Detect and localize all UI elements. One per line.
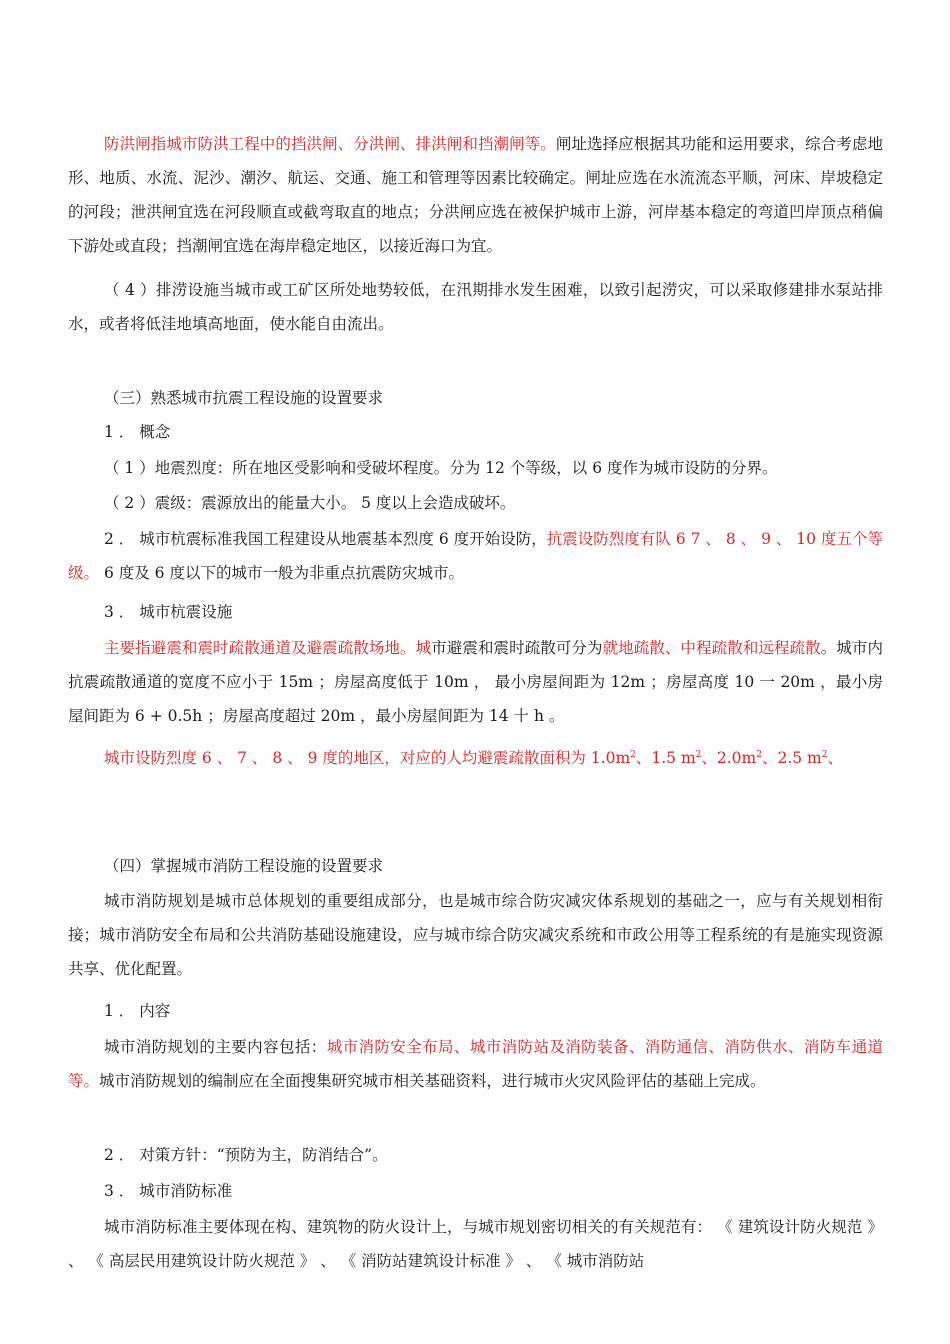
body-text: 2 ． 城市杭震标准我国工程建设从地震基本烈度 6 度开始设防， — [104, 530, 547, 548]
item-concept: 1 ． 概念 — [104, 423, 171, 441]
paragraph-fire-content — [68, 1030, 883, 1098]
item-magnitude: （ 2 ）震级：震源放出的能量大小。 5 度以上会造成破坏。 — [104, 494, 516, 512]
highlight-text: 城 — [415, 639, 432, 657]
paragraph-evacuation-area: 城市设防烈度 6 、 7 、 8 、 9 度的地区，对应的人均避震疏散面积为 $1.0m^2$、1.5 $m^2$、$2.0m^2$、2.5 $m^2$、 — [104, 749, 844, 767]
paragraph-drainage: （ 4 ）排涝设施当城市或工矿区所处地势较低，在汛期排水发生困难，以致引起涝灾，可以采取修建排水泵站排水，或者将低洼地填高地面，使水能自由流出。 — [68, 281, 883, 333]
body-text: 城市消防规划的编制应在全面搜集研究城市相关基础资料，进行城市火灾风险评估的基础上完成。 — [99, 1072, 766, 1090]
highlight-text: 主要指避震和震时疏散通道及避震疏散场地。 — [104, 639, 416, 657]
body-text: 市避震和震时疏散可分为 — [431, 639, 603, 657]
item-policy: 2 ． 对策方针：“预防为主，防消结合”。 — [104, 1146, 388, 1164]
item-seismic-facilities: 3 ． 城市杭震设施 — [104, 603, 233, 621]
body-text: 城市消防规划的主要内容包括： — [104, 1038, 327, 1056]
section-title-seismic: （三）熟悉城市抗震工程设施的设置要求 — [104, 389, 384, 407]
section-title-fire: （四）掌握城市消防工程设施的设置要求 — [104, 857, 384, 875]
highlight-text: 抗震设防烈度有队 6 7 、 8 、 9 、 10 度五个等级。 — [68, 530, 884, 582]
highlight-text: 防洪闸指城市防洪工程中的挡洪闸、分洪闸、排洪闸和挡潮闸等。 — [104, 135, 556, 153]
paragraph-fire-standard: 城市消防标准主要体现在构、建筑物的防火设计上，与城市规划密切相关的有关规范有： 《 建筑设计防火规范 》 、 《 高层民用建筑设计防火规范 》 、 《 消防站建筑设计标准 》 、 《 城市消防站 — [68, 1218, 883, 1270]
item-content: 1 ． 内容 — [104, 1002, 171, 1020]
body-text: 闸址选择应根据其功能和运用要求，综合考虑地形、地质、水流、泥沙、潮汐、航运、交通、施工和管理等因素比较确定。闸址应选在水流流态平顺，河床、岸坡稳定的河段；泄洪闸宜选在河段顺直或截弯取直的地点；分洪闸应选在被保护城市上游，河岸基本稳定的弯道凹岸顶点稍偏下游处或直段；挡潮闸宜选在海岸稳定地区，以接近海口为宜。 — [68, 135, 883, 255]
paragraph-flood-gate — [68, 127, 883, 263]
paragraph-evacuation — [68, 631, 883, 733]
body-text: 6 度及 6 度以下的城市一般为非重点抗震防灾城市。 — [99, 564, 464, 582]
body-text: 。城市内抗震疏散通道的宽度不应小于 15m ；房屋高度低于 10m ， 最小房屋间距为 12m ；房屋高度 10 一 20m ，最小房屋间距为 6 + 0.5h ；房屋高度超过 20m ，最小房屋间距为 14 十 h 。 — [68, 639, 883, 725]
paragraph-fire-intro: 城市消防规划是城市总体规划的重要组成部分，也是城市综合防灾减灾体系规划的基础之一，应与有关规划相衔接；城市消防安全布局和公共消防基础设施建设，应与城市综合防灾减灾系统和市政公用等工程系统的有是施实现资源共享、优化配置。 — [68, 892, 883, 978]
highlight-text: 就地疏散、中程疏散和远程疏散 — [602, 639, 821, 657]
item-fire-standard: 3 ． 城市消防标准 — [104, 1182, 233, 1200]
paragraph-seismic-standard — [68, 522, 883, 590]
item-intensity: （ 1 ）地震烈度：所在地区受影响和受破坏程度。分为 12 个等级，以 6 度作为城市设防的分界。 — [104, 459, 778, 477]
highlight-text: 城市消防安全布局、城市消防站及消防装备、消防通信、消防供水、消防车通道等。 — [68, 1038, 883, 1090]
